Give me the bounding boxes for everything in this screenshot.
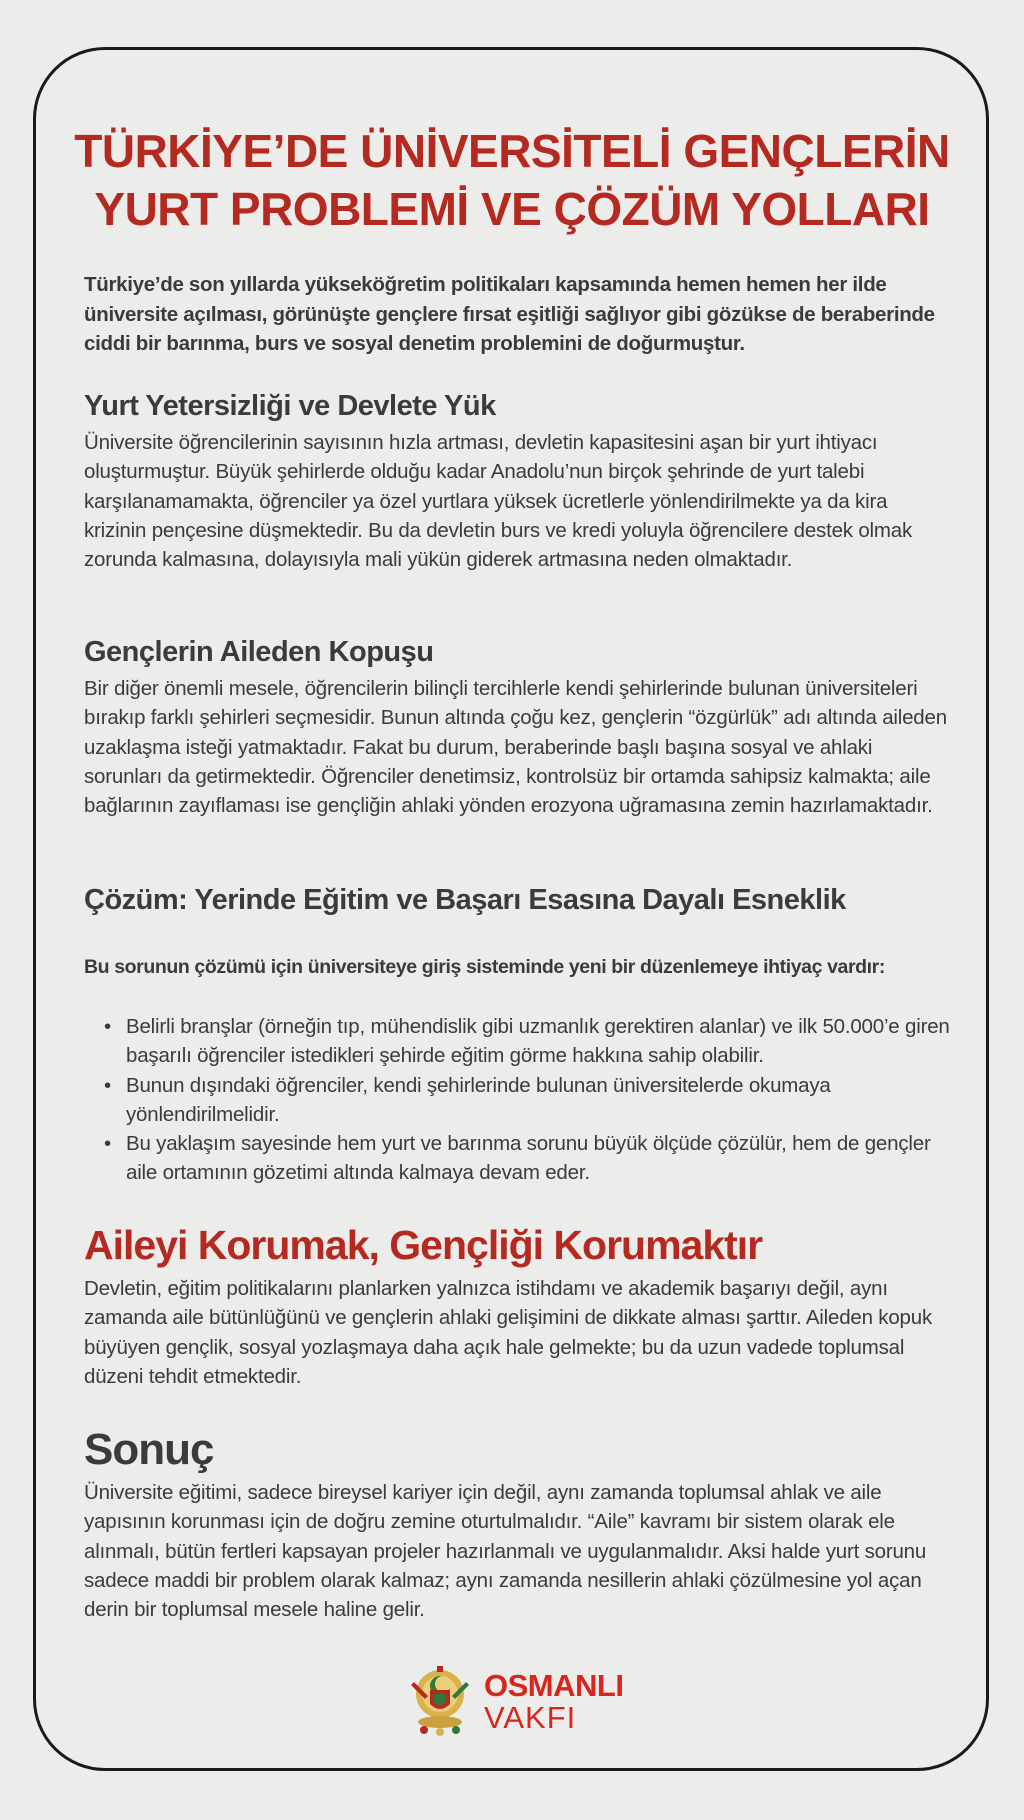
osmanli-vakfi-logo <box>406 1664 623 1740</box>
page-title <box>0 122 1024 238</box>
section-heading-sonuc: Sonuç <box>84 1425 214 1474</box>
intro-paragraph: Türkiye’de son yıllarda yükseköğretim politikaları kapsamında hemen hemen her ilde üniversite açılması, görünüşte gençlere fırsat eşitliği sağlıyor gibi gözükse de beraberinde ciddi bir barınma, burs ve sosyal denetim problemini de doğurmuştur. <box>84 273 935 355</box>
logo-line-1: OSMANLI <box>484 1668 624 1703</box>
list-item: • Bu yaklaşım sayesinde hem yurt ve barınma sorunu büyük ölçüde çözülür, hem de gençler aile ortamının gözetimi altında kalmaya devam eder. <box>126 1129 956 1188</box>
solution-list <box>126 1012 956 1188</box>
section-heading-cozum: Çözüm: Yerinde Eğitim ve Başarı Esasına Dayalı Esneklik <box>84 884 846 916</box>
section-body-aileden-kopus: Bir diğer önemli mesele, öğrencilerin bilinçli tercihlerle kendi şehirlerinde bulunan üniversiteleri bırakıp farklı şehirleri seçmesidir. Bunun altında çoğu kez, gençlerin “özgürlük” adı altında aileden uzaklaşma isteği yatmaktadır. Fakat bu durum, beraberinde başlı başına sosyal ve ahlaki sorunları da getirmektedir. Öğrenciler denetimsiz, kontrolsüz bir ortamda sahipsiz kalmakta; aile bağlarının zayıflaması ise gençliğin ahlaki yönden erozyona uğramasına zemin hazırlamaktadır. <box>84 677 947 818</box>
ottoman-coat-of-arms-icon <box>406 1664 474 1740</box>
list-item: • Bunun dışındaki öğrenciler, kendi şehirlerinde bulunan üniversitelerde okumaya yönlendirilmelidir. <box>126 1071 956 1130</box>
section-heading-yurt: Yurt Yetersizliği ve Devlete Yük <box>84 390 496 422</box>
section-body-yurt: Üniversite öğrencilerinin sayısının hızla artması, devletin kapasitesini aşan bir yurt ihtiyacı oluşturmuştur. Büyük şehirlerde olduğu kadar Anadolu’nun birçok şehrinde de yurt talebi karşılanamamakta, öğrenciler ya özel yurtlara yüksek ücretlerle yönlendirilmekte ya da kira krizinin pençesine düşmektedir. Bu da devletin burs ve kredi yoluyla öğrencilere destek olmak zorunda kalmasına, dolayısıyla mali yükün giderek artmasına neden olmaktadır. <box>84 431 913 572</box>
list-item: • Belirli branşlar (örneğin tıp, mühendislik gibi uzmanlık gerektiren alanlar) ve ilk 50.000’e giren başarılı öğrenciler istedikleri şehirde eğitim görme hakkına sahip olabilir. <box>126 1012 956 1071</box>
section-body-sonuc: Üniversite eğitimi, sadece bireysel kariyer için değil, aynı zamanda toplumsal ahlak ve aile yapısının korunması için de doğru zemine oturtulmalıdır. “Aile” kavramı bir sistem olarak ele alınmalı, bütün fertleri kapsayan projeler hazırlanmalı ve uygulanmalıdır. Aksi halde yurt sorunu sadece maddi bir problem olarak kalmaz; aynı zamanda nesillerin ahlaki çözülmesine yol açan derin bir toplumsal mesele haline gelir. <box>84 1481 927 1622</box>
page-title-line-1: TÜRKİYE’DE ÜNİVERSİTELİ GENÇLERİN <box>74 125 950 177</box>
logo-wordmark <box>484 1670 623 1734</box>
solution-lead: Bu sorunun çözümü için üniversiteye giriş sisteminde yeni bir düzenlemeye ihtiyaç vardır: <box>84 956 885 978</box>
page-title-line-2: YURT PROBLEMİ VE ÇÖZÜM YOLLARI <box>94 183 930 235</box>
section-body-aileyi-korumak: Devletin, eğitim politikalarını planlarken yalnızca istihdamı ve akademik başarıyı değil, aynı zamanda aile bütünlüğünü ve gençlerin ahlaki gelişimini de dikkate alması şarttır. Aileden kopuk büyüyen gençlik, sosyal yozlaşmaya daha açık hale gelmekte; bu da uzun vadede toplumsal düzeni tehdit etmektedir. <box>84 1277 933 1388</box>
logo-line-2: VAKFI <box>484 1700 577 1735</box>
section-heading-aileden-kopus: Gençlerin Aileden Kopuşu <box>84 636 434 668</box>
section-heading-aileyi-korumak: Aileyi Korumak, Gençliği Korumaktır <box>84 1222 763 1268</box>
